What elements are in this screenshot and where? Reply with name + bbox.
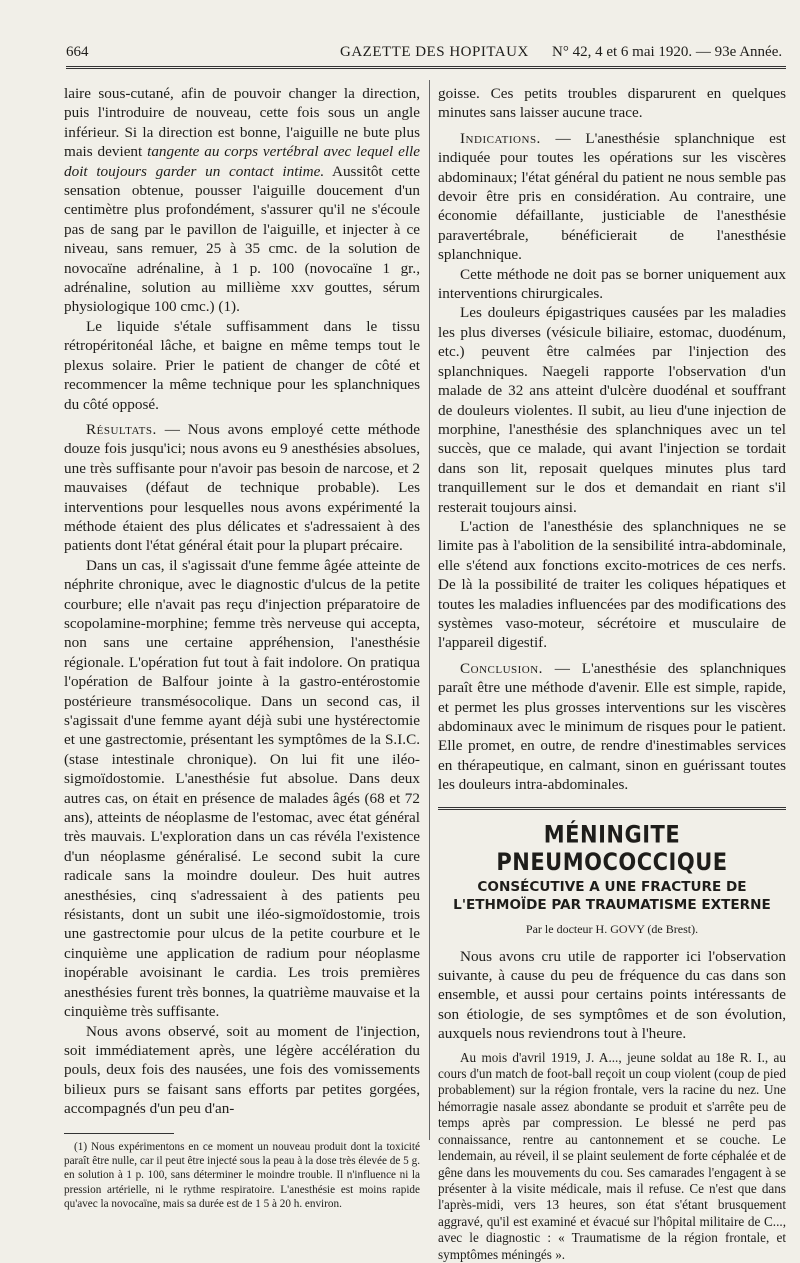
section-heading: Résultats. bbox=[86, 420, 157, 438]
paragraph: Nous avons cru utile de rapporter ici l'observation suivante, à cause du peu de fréquence du cas dans son ensemble, et aussi pour certains points intéressants de son étiologie, de ses symptômes et de son évolution, auxquels nous reviendrons tout à l'heure. bbox=[438, 947, 786, 1043]
paragraph: Les douleurs épigastriques causées par les maladies les plus diverses (vésicule biliaire, estomac, duodénum, etc.) peuvent être calmées par l'injection des splanchniques. Naegeli rapporte l'observation d'un malade de 32 ans atteint d'ulcère duodénal et souffrant de douleurs violentes. Il subit, au lieu d'une injection de morphine, l'anesthésie des splanchniques avec un tel succès, que ce malade, qui avant l'injection se tordait dans son lit, reposait quelques minutes plus tard tranquillement sur le dos et demandait en riant s'il resterait toujours ainsi. bbox=[438, 304, 786, 516]
page-number: 664 bbox=[66, 44, 89, 60]
paragraph: L'action de l'anesthésie des splanchniques ne se limite pas à l'abolition de la sensibilité intra-abdominale, elle s'étend aux fonctions excito-motrices de ces nerfs. De là la possibilité de traiter les coliques hépatiques et toutes les maladies influencées par des modifications des systèmes vaso-moteur, sécrétoire et musculaire de l'appareil digestif. bbox=[438, 517, 786, 652]
journal-title: GAZETTE DES HOPITAUX bbox=[340, 44, 529, 60]
paragraph-indications: Indications. — L'anesthésie splanchnique est indiquée pour toutes les opérations sur les viscères abdominaux; l'état général du patient ne nous semble pas devoir être pris en considération. Au contraire, une économie défaillante, justiciable de l'anesthésie paravertébrale, bénéficierait de l'anesthésie splanchnique. bbox=[438, 129, 787, 264]
paragraph-results: Résultats. — Nous avons employé cette méthode douze fois jusqu'ici; nous avons eu 9 anesthésies absolues, une très suffisante pour n'avoir pas besoin de narcose, et 2 mauvaises (défaut de technique probable). Les interventions pour lesquelles nous avons expérimenté la méthode étaient des plus délicates et s'adressaient à des patients dont l'état général était pour la plupart précaire. bbox=[64, 420, 420, 555]
paragraph-observation: Au mois d'avril 1919, J. A..., jeune soldat au 18e R. I., au cours d'un match de foot-ball reçoit un coup violent (coup de pied probablement) sur la région frontale, vers la racine du nez. Une hémorragie nasale assez abondante se produit et s'arrête peu de temps après par compression. Le blessé ne perd pas connaissance, rentre au cantonnement et se couche. Le lendemain, au réveil, il se plaint seulement de forte céphalée et de gêne dans les mouvements du cou. Ses camarades l'engagent à se présenter à la visite médicale, mais il refuse. Ce n'est que dans l'après-midi, vers 13 heures, son état s'étant brusquement aggravé, qu'il est examiné et évacué sur l'hôpital militaire de C..., avec le diagnostic : « Traumatisme de la région frontale, et symptômes méningés ». bbox=[438, 1049, 786, 1262]
paragraph: Dans un cas, il s'agissait d'une femme âgée atteinte de néphrite chronique, avec le diagnostic d'ulcus de la petite courbure; elle n'avait pas reçu d'injection préparatoire de scopolamine-morphine; femme très nerveuse qui accepta, non sans une certaine appréhension, l'anesthésie régionale. L'opération fut tout à fait indolore. On pratiqua l'opération de Balfour jointe à la gastro-entérostomie postérieure transmésocolique. Dans un second cas, il s'agissait d'une femme ayant déjà subi une hystérectomie et une gastrectomie, présentant les symptômes de la S.I.C. (stase intestinale chronique). On lui fit une iléo-sigmoïdostomie. L'anesthésie fut absolue. Dans deux autres cas, on était en présence de malades âgés (68 et 72 ans), atteints de néoplasme de l'estomac, avec état général très mauvais. L'exploration dans un cas révéla l'existence d'un néoplasme généralisé. Le second subit la cure radicale sans la moindre douleur. Des huit autres anesthésies, cinq s'adressaient à des patients peu résistants, dont un subit une iléo-sigmoïdostomie, trois une gastrectomie pour ulcus de la petite courbure et le cinquième une application de radium pour néoplasme inopérable avoisinant le cardia. Les trois premières anesthésies furent très bonnes, la quatrième mauvaise et la cinquième très suffisante. bbox=[64, 556, 420, 1021]
section-heading: Conclusion. bbox=[460, 659, 543, 677]
article-title: MÉNINGITE PNEUMOCOCCIQUE bbox=[496, 820, 728, 876]
section-heading: Indications. bbox=[460, 129, 541, 147]
paragraph: laire sous-cutané, afin de pouvoir changer la direction, puis l'introduire de nouveau, cette fois sous un angle inférieur. Si la direction est bonne, l'aiguille ne bute plus mais devient tangente au corps vertébral avec lequel elle doit toujours garder un contact intime. Aussitôt cette sensation obtenue, pousser l'aiguille doucement d'un centimètre plus profondément, s'assurer qu'il ne s'écoule pas de sang par le pavillon de l'aiguille, et injecter à ce niveau, sans remuer, 25 à 35 cmc. de la solution de novocaïne adrénaline, à 1 p. 100 (novocaïne 1 gr., adrénaline, solution au millième xxv gouttes, sérum physiologique 100 cmc.) (1). bbox=[64, 85, 421, 316]
footnote-rule bbox=[64, 1133, 174, 1134]
paragraph: Nous avons observé, soit au moment de l'injection, soit immédiatement après, une légère accélération du pouls, deux fois des nausées, une fois des vomissements bilieux purs se faisant sans efforts par petites gorgées, accompagnés d'un peu d'an- bbox=[64, 1022, 420, 1118]
left-column bbox=[64, 84, 420, 1212]
paragraph: goisse. Ces petits troubles disparurent en quelques minutes sans laisser aucune trace. bbox=[438, 85, 786, 122]
article-byline: Par le docteur H. GOVY (de Brest). bbox=[525, 921, 699, 936]
column-divider bbox=[429, 80, 430, 1140]
paragraph-conclusion: Conclusion. — L'anesthésie des splanchniques paraît être une méthode d'avenir. Elle est simple, rapide, et permet les plus grosses interventions sur les viscères abdominaux avec le minimum de risques pour le patient. Elle promet, en outre, de rendre d'inestimables services en thérapeutique, en calmant, sinon en guérissant toutes les douleurs intra-abdominales. bbox=[438, 659, 787, 794]
article-subtitle: CONSÉCUTIVE A UNE FRACTURE DE L'ETHMOÏDE PAR TRAUMATISME EXTERNE bbox=[453, 878, 771, 913]
header-rule bbox=[66, 66, 786, 69]
paragraph: Le liquide s'étale suffisamment dans le tissu rétropéritonéal lâche, et baigne en même temps tout le plexus solaire. Prier le patient de changer de côté et recommencer la même technique pour les splanchniques du côté opposé. bbox=[64, 317, 420, 413]
right-column bbox=[438, 84, 786, 1263]
article-separator bbox=[438, 807, 786, 810]
footnote: (1) Nous expérimentons en ce moment un nouveau produit dont la toxicité paraît être nulle, car il peut être injecté sous la peau à la dose très élevée de 5 g. en solution à 1 p. 100, sans déterminer le moindre trouble. Il n'influence ni la pression artérielle, ni le rythme respiratoire. L'anesthésie est moins rapide qu'avec la novocaïne, mais sa durée est de 1 5 à 20 h. environ. bbox=[64, 1140, 420, 1211]
paragraph: Cette méthode ne doit pas se borner uniquement aux interventions chirurgicales. bbox=[438, 265, 786, 303]
page-header bbox=[0, 0, 800, 70]
issue-info: N° 42, 4 et 6 mai 1920. — 93e Année. bbox=[552, 44, 783, 60]
